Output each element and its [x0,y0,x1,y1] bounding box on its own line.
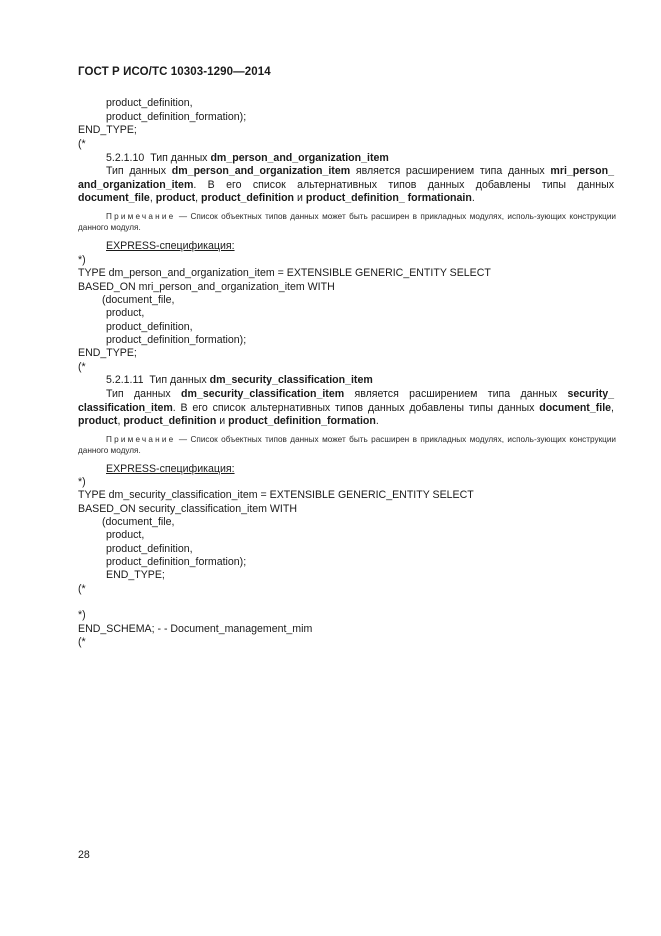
express-spec-label: EXPRESS-спецификация: [106,240,235,252]
section-title-prefix: Тип данных [150,152,208,164]
note-text: — Список объектных типов данных может быть расширен в прикладных модулях, исполь-зующих конструкции данного модуля. [78,435,616,455]
code-line: product_definition_formation); [106,111,247,123]
code-line: *) [78,609,86,621]
code-line: END_TYPE; [78,347,137,359]
code-line: (document_file, [102,516,175,528]
section-title-name: dm_security_classification_item [209,374,373,386]
code-line: (* [78,583,86,595]
code-line: product_definition_formation); [106,556,247,568]
code-line: product, [106,307,145,319]
section-title-name: dm_person_and_organization_item [210,152,389,164]
code-line: (* [78,138,86,150]
section-number: 5.2.1.10 [106,152,145,164]
section-title-prefix: Тип данных [149,374,207,386]
note-text: — Список объектных типов данных может быть расширен в прикладных модулях, исполь-зующих конструкции данного модуля. [78,212,616,232]
note [78,211,616,233]
code-line: BASED_ON security_classification_item WITH [78,503,297,515]
code-line: product_definition, [106,321,193,333]
page-number: 28 [78,849,90,861]
section-heading-5-2-1-11 [106,374,373,387]
code-line: TYPE dm_security_classification_item = EXTENSIBLE GENERIC_ENTITY SELECT [78,489,474,501]
code-line: (document_file, [102,294,175,306]
section-paragraph: Тип данных dm_security_classification_item является расширением типа данных security_ classification_item. В его список альтернативных типов данных добавлены типы данных document_file, product, product_definition и product_definition_formation. [78,388,615,427]
code-line: (* [78,361,86,373]
code-line: END_TYPE; [106,569,165,581]
code-line: *) [78,476,86,488]
express-spec-label: EXPRESS-спецификация: [106,463,235,475]
code-line: product_definition, [106,97,193,109]
code-line: BASED_ON mri_person_and_organization_item WITH [78,281,335,293]
code-line: END_TYPE; [78,124,137,136]
code-line: (* [78,636,86,648]
section-heading-5-2-1-10 [106,152,389,165]
code-line: *) [78,254,86,266]
code-line: product_definition_formation); [106,334,247,346]
note [78,434,616,456]
section-paragraph: Тип данных dm_person_and_organization_item является расширением типа данных mri_person_ and_organization_item. В его список альтернативных типов данных добавлены типы данных document_file, product, product_definition и product_definition_ formationain. [78,165,614,204]
section-number: 5.2.1.11 [106,374,144,386]
note-label: Примечание [106,435,176,444]
document-header: ГОСТ Р ИСО/ТС 10303-1290—2014 [78,66,271,78]
note-label: Примечание [106,212,176,221]
code-line: TYPE dm_person_and_organization_item = EXTENSIBLE GENERIC_ENTITY SELECT [78,267,491,279]
code-line: product, [106,529,145,541]
code-line: product_definition, [106,543,193,555]
code-line: END_SCHEMA; - - Document_management_mim [78,623,313,635]
